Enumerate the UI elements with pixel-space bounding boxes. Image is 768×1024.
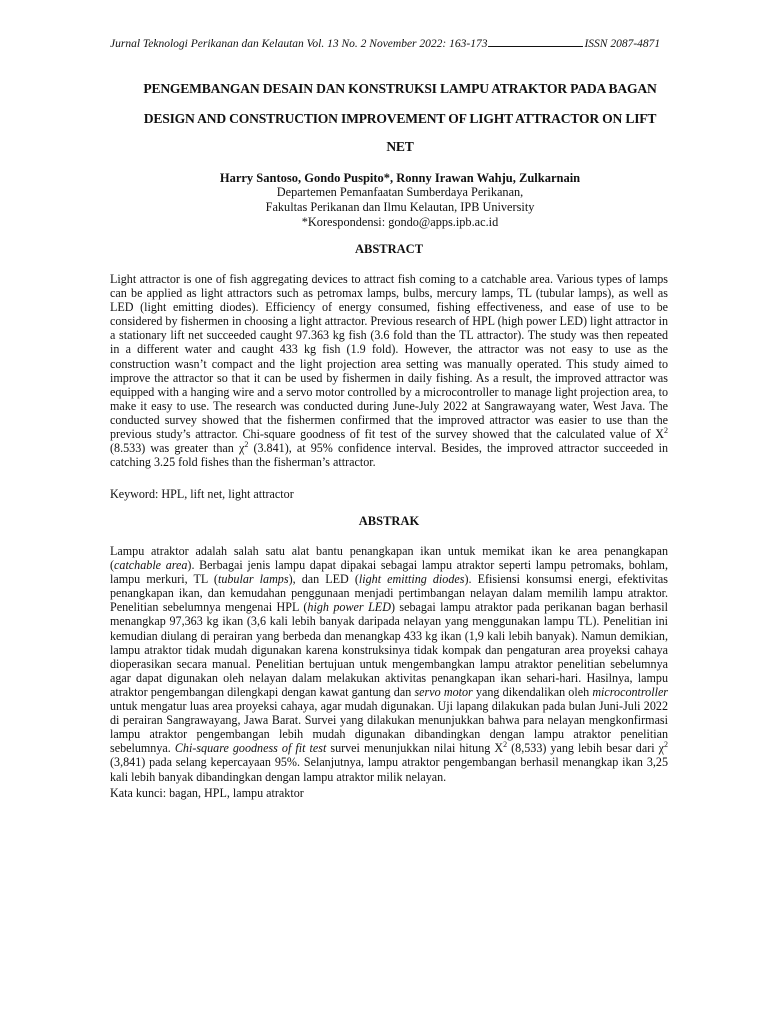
abstract-text: Light attractor is one of fish aggregating devices to attract fish coming to a catchable area. Various types of lamps can be applied as light attractors such as petromax lamps, bulbs, mercury lamps, TL (tubular lamps), as well as LED (light emitting diodes). Efficiency of energy consumed, fishing effectiveness, and ease of use to be considered by fishermen in choosing a light attractor. Previous research of HPL (high power LED) light attractor in a stationary lift net succeeded caught 97.363 kg fish (3.6 fold than the TL attractor). The study was then repeated in a different water and caught 433 kg fish (1.9 fold). However, the attractor was not easy to use as the construction wasn’t compact and the light projection area setting was manually operated. This study aimed to improve the attractor so that it can be used by fishermen in daily fishing. As a result, the improved attractor was equipped with a hanging wire and a servo motor controlled by a microcontroller to manage light projection area, to make it easy to use. The research was conducted during June-July 2022 at Sangrawayang water, West Java. The conducted survey showed that the fishermen confirmed that the improved attractor was easier to use than the previous study’s attractor. Chi-square goodness of fit test of the survey showed that the calculated value of $X^2$ (8.533) was greater than $\chi^2$ (3.841), at 95% confidence interval. Besides, the improved attractor succeeded in catching 3.25 fold fishes than the fisherman’s attractor. — [110, 272, 669, 470]
abstrak-keywords: Kata kunci: bagan, HPL, lampu atraktor — [110, 786, 304, 800]
title-indonesian: PENGEMBANGAN DESAIN DAN KONSTRUKSI LAMPU ATRAKTOR PADA BAGAN — [143, 81, 657, 96]
abstract-keywords: Keyword: HPL, lift net, light attractor — [110, 487, 294, 501]
title-english-line2: NET — [386, 139, 414, 154]
affiliation-department: Departemen Pemanfaatan Sumberdaya Perikanan, — [276, 185, 524, 199]
abstract-heading: ABSTRACT — [354, 242, 424, 256]
title-english-line1: DESIGN AND CONSTRUCTION IMPROVEMENT OF LIGHT ATTRACTOR ON LIFT — [143, 111, 657, 126]
abstrak-text: Lampu atraktor adalah salah satu alat bantu penangkapan ikan untuk memikat ikan ke area penangkapan (catchable area). Berbagai jenis lampu dapat dipakai sebagai lampu atraktor seperti lampu petromaks, bohlam, lampu merkuri, TL (tubular lamps), dan LED (light emitting diodes). Efisiensi konsumsi energi, efektivitas penangkapan ikan, dan kemudahan penggunaan menjadi pertimbangan nelayan dalam memilih lampu atraktor. Penelitian sebelumnya mengenai HPL (high power LED) sebagai lampu atraktor pada perikanan bagan berhasil menangkap 97,363 kg ikan (3,6 kali lebih banyak daripada nelayan yang menggunakan lampu TL). Penelitian ini kemudian diulang di perairan yang berbeda dan menangkap 433 kg ikan (1,9 kali lebih banyak). Namun demikian, lampu atraktor tidak mudah digunakan karena konstruksinya tidak kompak dan pengaturan area proyeksi cahaya dioperasikan secara manual. Penelitian bertujuan untuk mengembangkan lampu atraktor penelitian sebelumnya agar dapat digunakan oleh nelayan dalam melakukan aktivitas penangkapan ikan sehari-hari. Hasilnya, lampu atraktor pengembangan dilengkapi dengan kawat gantung dan servo motor yang dikendalikan oleh microcontroller untuk mengatur luas area proyeksi cahaya, agar mudah digunakan. Uji lapang dilakukan pada bulan Juni-Juli 2022 di perairan Sangrawayang, Jawa Barat. Survei yang dilakukan menunjukkan bahwa para nelayan mengkonfirmasi lampu atraktor pengembangan lebih mudah digunakan dibandingkan dengan lampu atraktor penelitian sebelumnya. Chi-square goodness of fit test survei menunjukkan nilai hitung $X^2$ (8,533) yang lebih besar dari $\chi^2$ (3,841) pada selang kepercayaan 95%. Selanjutnya, lampu atraktor pengembangan berhasil menangkap ikan 3,25 kali lebih banyak dibandingkan dengan lampu atraktor milik nelayan. — [110, 544, 669, 784]
running-header — [110, 37, 668, 50]
author-list: Harry Santoso, Gondo Puspito*, Ronny Irawan Wahju, Zulkarnain — [219, 171, 581, 185]
journal-citation: Jurnal Teknologi Perikanan dan Kelautan Vol. 13 No. 2 November 2022: 163-173 — [110, 38, 488, 50]
affiliation-faculty: Fakultas Perikanan dan Ilmu Kelautan, IPB University — [265, 200, 535, 214]
abstrak-heading: ABSTRAK — [358, 514, 420, 528]
affiliation — [110, 185, 690, 230]
header-rule — [488, 37, 583, 47]
issn: ISSN 2087-4871 — [584, 38, 661, 50]
correspondence-email: *Korespondensi: gondo@apps.ipb.ac.id — [301, 215, 499, 229]
